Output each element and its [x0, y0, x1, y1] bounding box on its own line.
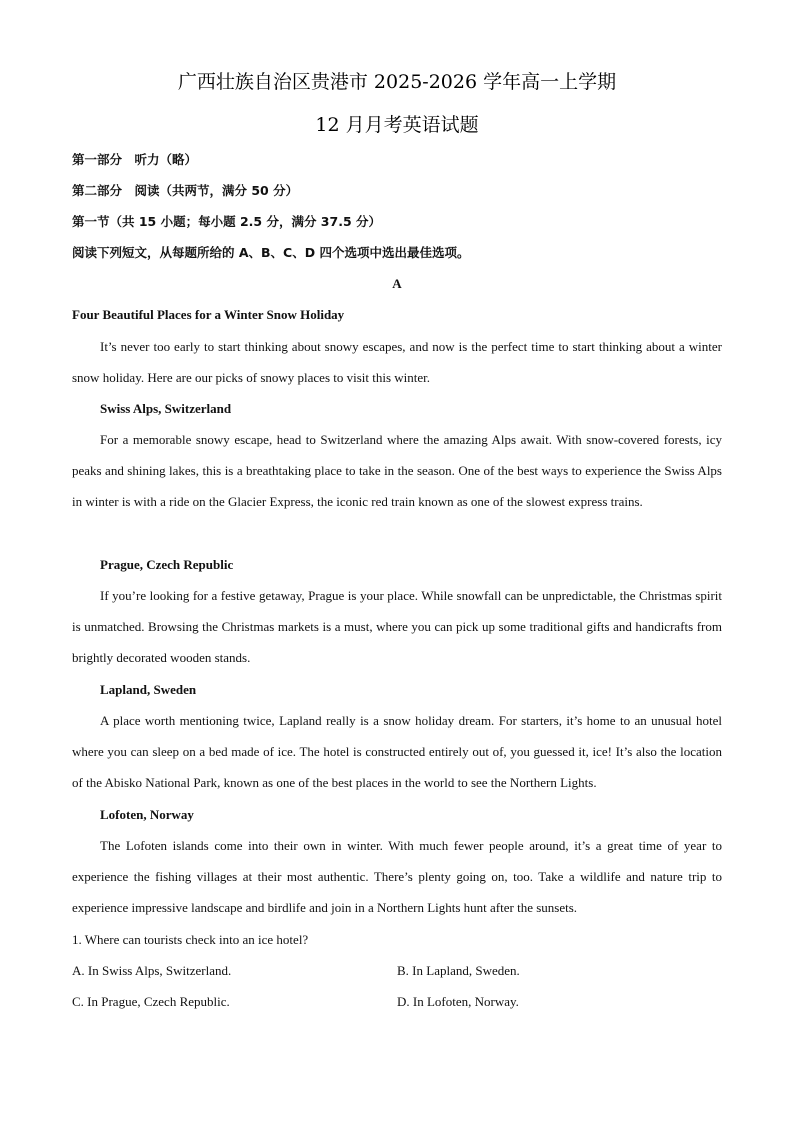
section-text-lapland: A place worth mentioning twice, Lapland really is a snow holiday dream. For starters, it’s home to an unusual hotel where you can sleep on a bed made of ice. The hotel is constructed entirely out of, you guessed it, ice! It’s also the location of the Abisko National Park, known as one of the best places in the world to see the Northern Lights.: [72, 713, 722, 791]
section-heading-swiss-alps: Swiss Alps, Switzerland: [100, 401, 232, 416]
part2-heading: 第二部分 阅读（共两节，满分 50 分）: [72, 183, 299, 198]
question-1-stem: 1. Where can tourists check into an ice hotel?: [72, 932, 309, 947]
section1-heading: 第一节（共 15 小题；每小题 2.5 分，满分 37.5 分）: [72, 214, 381, 229]
section-text-lofoten: The Lofoten islands come into their own in winter. With much fewer people around, it’s a great time of year to experience the fishing villages at their most authentic. There’s plenty going on, too. Take a wildlife and nature trip to experience impressive landscape and birdlife and join in a Northern Lights hunt after the sunsets.: [72, 838, 722, 916]
section-text-swiss-alps: For a memorable snowy escape, head to Switzerland where the amazing Alps await. With snow-covered forests, icy peaks and shining lakes, this is a breathtaking place to take in the season. One of the best ways to experience the Swiss Alps in winter is with a ride on the Glacier Express, the iconic red train known as one of the slowest express trains.: [72, 432, 722, 510]
passage-title: Four Beautiful Places for a Winter Snow Holiday: [72, 307, 345, 322]
section-heading-prague: Prague, Czech Republic: [100, 557, 234, 572]
passage-intro: It’s never too early to start thinking about snowy escapes, and now is the perfect time to start thinking about a winter snow holiday. Here are our picks of snowy places to visit this winter.: [72, 339, 722, 386]
passage-label: A: [392, 276, 402, 291]
part1-heading: 第一部分 听力（略）: [72, 152, 198, 167]
reading-directions: 阅读下列短文，从每题所给的 A、B、C、D 四个选项中选出最佳选项。: [72, 245, 470, 260]
question-1-option-c: C. In Prague, Czech Republic.: [72, 994, 230, 1009]
section-heading-lofoten: Lofoten, Norway: [100, 807, 194, 822]
question-1-option-d: D. In Lofoten, Norway.: [397, 994, 519, 1009]
exam-title-line2: 12 月月考英语试题: [315, 114, 479, 136]
section-heading-lapland: Lapland, Sweden: [100, 682, 197, 697]
section-text-prague: If you’re looking for a festive getaway, Prague is your place. While snowfall can be unpredictable, the Christmas spirit is unmatched. Browsing the Christmas markets is a must, where you can pick up some traditional gifts and handicrafts from brightly decorated wooden stands.: [72, 588, 722, 666]
question-1-option-a: A. In Swiss Alps, Switzerland.: [72, 963, 232, 978]
question-1-option-b: B. In Lapland, Sweden.: [397, 963, 520, 978]
exam-title-line1: 广西壮族自治区贵港市 2025-2026 学年高一上学期: [177, 71, 617, 93]
